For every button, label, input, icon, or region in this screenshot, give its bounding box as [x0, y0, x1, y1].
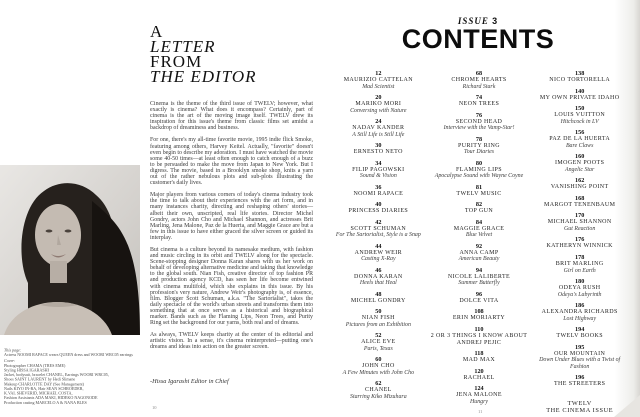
entry-subtitle: Odeya's Labyrinth	[557, 291, 602, 298]
entry-subtitle: Hitchcock in LV	[560, 118, 599, 125]
contents-columns	[328, 70, 630, 414]
entry-title: PURITY RING	[458, 142, 501, 149]
entry-page-number: 156	[575, 129, 585, 137]
contents-entry	[529, 302, 630, 322]
credit-line: Styling HISSA IGARASHI	[4, 368, 49, 373]
entry-title: ALEXANDRA RICHARDS	[541, 308, 618, 315]
contents-entry	[328, 267, 429, 287]
entry-title: MAGGIE GRACE	[453, 225, 505, 232]
contents-entry	[429, 267, 530, 287]
entry-title: PAZ DE LA HUERTA	[549, 136, 611, 143]
entry-title: NEON TREES	[458, 101, 500, 107]
entry-title: NOOMI RAPACE	[353, 190, 404, 197]
editor-signature: -Hissa Igarashi Editor in Chief	[150, 378, 229, 385]
contents-header	[320, 16, 636, 52]
entry-subtitle: Lost Highway	[563, 315, 597, 322]
entry-page-number: 84	[475, 218, 483, 226]
entry-title: MAURIZIO CATTELAN	[343, 77, 413, 83]
entry-page-number: 52	[375, 332, 382, 340]
entry-title: ERNESTO NETO	[353, 149, 403, 155]
entry-page-number: 62	[375, 380, 382, 388]
entry-subtitle: Conversing with Nature	[350, 107, 407, 114]
entry-title: 2 OR 3 THINGS I KNOW ABOUT ANDREJ PEJIC	[430, 332, 528, 346]
contents-column-1	[328, 70, 429, 414]
page-curl	[614, 395, 640, 417]
entry-page-number: 20	[375, 94, 382, 101]
entry-page-number: 160	[575, 153, 585, 161]
contents-entry	[529, 177, 630, 191]
entry-page-number: 124	[474, 385, 484, 393]
entry-title: NIAN FISH	[361, 315, 395, 322]
entry-page-number: 68	[475, 70, 483, 77]
entry-title: ALICE EVE	[361, 339, 396, 346]
contents-entry	[529, 129, 630, 149]
contents-entry	[429, 112, 530, 132]
contents-entry	[529, 236, 630, 250]
entry-subtitle: Pictures from an Exhibition	[345, 321, 411, 328]
entry-page-number: 196	[575, 373, 585, 381]
entry-page-number: 118	[474, 350, 484, 358]
entry-subtitle: Gut Reaction	[564, 225, 596, 232]
contents-entry	[328, 70, 429, 90]
portrait-illustration	[0, 165, 140, 335]
entry-page-number: 74	[475, 94, 483, 101]
entry-title: ANNA CAMP	[459, 249, 499, 256]
entry-title: MAD MAX	[462, 357, 496, 364]
entry-page-number: 50	[375, 308, 382, 316]
letter-title	[150, 24, 257, 84]
entry-page-number: 162	[575, 177, 585, 185]
contents-entry	[328, 243, 429, 263]
entry-subtitle: Angelic Star	[565, 166, 595, 173]
entry-page-number: 36	[375, 183, 382, 191]
entry-page-number: 46	[375, 266, 382, 274]
entry-subtitle: Blue Velvet	[465, 232, 493, 239]
contents-entry	[529, 212, 630, 232]
contents-entry	[328, 94, 429, 114]
entry-title: TWELV MUSIC	[456, 190, 502, 197]
contents-entry	[429, 136, 530, 156]
entry-page-number: 82	[475, 201, 483, 209]
entry-subtitle: A Few Minutes with John Cho	[342, 369, 415, 376]
entry-title: NADAV KANDER	[352, 125, 405, 131]
entry-title: TWELV BOOKS	[556, 332, 603, 339]
credit-line: Shoes SAINT LAURENT by Hedi Slimane	[4, 377, 76, 382]
credit-line: Production casting MARCELO A & NANA BLES	[4, 400, 87, 406]
entry-title: LOUIS VUITTON	[554, 112, 606, 119]
contents-entry	[429, 184, 530, 198]
entry-title: PRINCESS DIARIES	[348, 208, 409, 215]
entry-title: ODEYA RUSH	[558, 284, 601, 291]
contents-entry	[328, 219, 429, 239]
entry-subtitle: Paris, Texas	[363, 345, 393, 352]
entry-subtitle: American Beauty	[458, 256, 500, 263]
credit-line: Makeup CHARLOTTE DAY (See Management)	[4, 381, 84, 387]
contents-entry	[429, 219, 530, 239]
entry-title: FILIP PAGOWSKI	[352, 166, 405, 173]
entry-page-number: 94	[475, 266, 483, 274]
right-page-number: 11	[478, 409, 483, 414]
entry-title: MARGOT TENENBAUM	[544, 201, 616, 208]
letter-paragraph: But cinema is a culture beyond its namesake medium, with fashion and music circling in its orbit and TWELV along for the spectacle. Scene-stopping designer Donna Karan shares with us her work on behalf of developing alternative medicine and taking that knowledge to the global south. Nian Fish, creative director of top fashion PR and production agency KCD, has seen her life become entwined with cinema multifold, which she explains in this issue. By his profession's very nature, Andrew Weir's photography is, of essence, film. Blogger Scott Schuman, a.k.a. "The Sartorialist", takes the daily spectacle of the world's urban streets and transforms them into something that at once serves as a historical and biographical marker. Bands such as the Flaming Lips, Neon Trees, and Purity Ring set the background for our yarns, both real and of dreams.	[150, 246, 313, 327]
entry-subtitle: Down Under Blues with a Twist of Fashion	[539, 357, 621, 370]
letter-title-line: LETTER	[150, 37, 216, 56]
entry-subtitle: Hungry	[470, 398, 488, 405]
contents-entry	[529, 195, 630, 209]
entry-title: IMOGEN POOTS	[555, 160, 605, 167]
entry-title: BRIT MARLING	[555, 260, 604, 267]
letter-title-line: FROM	[150, 52, 203, 71]
contents-entry	[529, 278, 630, 298]
entry-page-number: 180	[575, 277, 585, 285]
left-page-number: 10	[152, 405, 157, 410]
contents-entry	[529, 344, 630, 370]
letter-paragraph: For one, there's my all-time favorite movie, 1995 indie flick Smoke, featuring among others, Harvey Keitel. Actually, "favorite" doesn't even begin to describe my adoration. I must have watched the movie some 40-50 times—at least often enough to catch enough of a buzz to be persuaded to make the move from Japan to New York. But I digress. The movie, based in a Brooklyn smoke shop, knits a yarn out of the rather nebulous plots and sub-plots illustrating the customer's daily lives.	[150, 137, 313, 187]
contents-entry	[328, 332, 429, 352]
entry-title: TOP GUN	[464, 208, 494, 215]
letter-paragraph: Cinema is the theme of the third issue of TWELV; however, what exactly is cinema? What does it encompass? Certainly, part of cinema is the art of the moving image itself. TWELV drew its inspiration for this issue's theme from classic films set amidst a backdrop of dreaminess and business.	[150, 101, 313, 132]
credit-line: Fashion Assistants ADA MAKI, HIDEKO NAGONODE	[4, 395, 98, 401]
letter-body	[150, 101, 313, 356]
credit-line: K.VAL SHEVERID, MICHAEL COSTA,	[4, 391, 73, 396]
entry-title: MICHAEL SHANNON	[547, 219, 612, 226]
contents-entry	[328, 308, 429, 328]
entry-page-number: 48	[375, 290, 382, 298]
entry-subtitle: Mad Scientist	[362, 83, 395, 90]
contents-entry	[429, 243, 530, 263]
contents-entry	[328, 201, 429, 215]
entry-title: FLAMING LIPS	[456, 166, 502, 173]
entry-title: DOLCE VITA	[459, 297, 499, 304]
contents-entry	[328, 291, 429, 305]
photo-credits	[4, 347, 143, 405]
entry-page-number: 176	[575, 236, 585, 244]
entry-page-number: 30	[375, 142, 382, 149]
entry-page-number: 120	[474, 367, 484, 375]
entry-title: SECOND HEAD	[455, 118, 503, 125]
contents-footer-line: TWELV	[567, 399, 592, 407]
contents-entry	[529, 374, 630, 388]
entry-subtitle: Richard Stark	[462, 83, 496, 90]
contents-entry	[328, 380, 429, 400]
entry-subtitle: Starring Kiko Mizuhara	[350, 393, 407, 400]
entry-title: CHANEL	[364, 387, 392, 394]
contents-entry	[429, 308, 530, 322]
entry-title: JENA MALONE	[456, 392, 502, 399]
contents-entry	[529, 88, 630, 102]
entry-page-number: 24	[375, 118, 382, 125]
contents-column-3	[529, 70, 630, 414]
entry-subtitle: Interview with the Vamp-Star!	[443, 125, 515, 132]
credit-line: This page:	[4, 348, 22, 353]
entry-subtitle: Girl on Earth	[563, 267, 596, 274]
entry-page-number: 140	[575, 87, 585, 95]
entry-title: NICOLE LALIBERTE	[447, 273, 511, 280]
entry-page-number: 108	[474, 308, 484, 316]
editor-portrait-photo	[0, 165, 140, 335]
entry-title: MARIKO MORI	[355, 101, 402, 107]
entry-page-number: 44	[375, 242, 382, 250]
contents-entry	[429, 291, 530, 305]
entry-page-number: 195	[575, 343, 585, 351]
entry-subtitle: Heels that Heal	[359, 280, 397, 287]
entry-title: NICO TORTORELLA	[549, 77, 611, 83]
contents-footer-line: THE CINEMA ISSUE	[546, 406, 614, 414]
entry-subtitle: Summer Butterfly	[458, 280, 500, 287]
entry-title: RACHAEL	[463, 374, 495, 381]
entry-title: CHROME HEARTS	[451, 77, 507, 83]
contents-entry	[429, 160, 530, 180]
letter-title-line: A	[150, 22, 164, 41]
entry-page-number: 40	[375, 201, 382, 209]
entry-page-number: 12	[375, 70, 382, 77]
letter-paragraph: Major players from various corners of today's cinema industry took the time to talk about their experiences with the art form, and in many instances charity, directing and reshaping others' stories—albeit their own, unscripted, real life stories. Director Michel Gondry, actors John Cho and Michael Shannon, and actresses Brit Marling, Jena Malone, Paz de la Huerta, and Maggie Grace are but a few in this issue to have either graced the silver screen or guided its interplay.	[150, 192, 313, 241]
credit-line: Photographer CHAMA (TRES EME)	[4, 363, 66, 369]
entry-title: MICHEL GONDRY	[350, 297, 406, 304]
entry-page-number: 76	[475, 111, 483, 119]
entry-page-number: 80	[475, 159, 483, 167]
entry-title: JOHN CHO	[361, 363, 395, 370]
entry-page-number: 60	[375, 356, 382, 364]
contents-entry	[328, 160, 429, 180]
contents-entry	[529, 105, 630, 125]
credit-line: Cover:	[4, 358, 16, 364]
contents-entry	[429, 94, 530, 108]
entry-page-number: 42	[375, 218, 382, 226]
contents-title: CONTENTS	[401, 24, 555, 54]
contents-entry	[429, 70, 530, 90]
entry-title: SCOTT SCHUMAN	[350, 225, 407, 232]
entry-page-number: 178	[575, 253, 585, 261]
entry-title: ERIN MORIARTY	[452, 315, 506, 322]
contents-entry	[328, 356, 429, 376]
entry-page-number: 92	[475, 242, 483, 250]
entry-subtitle: Sound & Vision	[359, 173, 397, 180]
contents-entry	[328, 184, 429, 198]
credit-line: Actress NOOMI RAPACE wears QUEEN dress and WOORI WRC05 earrings	[4, 352, 133, 358]
contents-entry	[529, 153, 630, 173]
entry-title: DONNA KARAN	[354, 273, 403, 280]
entry-subtitle: For The Sartorialist, Style is a Snap	[335, 232, 421, 239]
credit-line: Nails KIYO IN-BA, Hair SEAN SCHROEDER,	[4, 386, 84, 392]
issue-number: 3	[492, 16, 499, 26]
entry-title: VANISHING POINT	[550, 184, 609, 191]
contents-entry	[529, 70, 630, 84]
contents-entry	[429, 201, 530, 215]
entry-page-number: 186	[575, 301, 585, 309]
contents-entry	[328, 118, 429, 138]
entry-title: ANDREW WEIR	[354, 249, 402, 256]
entry-title: THE STREETERS	[553, 380, 606, 387]
entry-title: MY OWN PRIVATE IDAHO	[539, 94, 620, 101]
contents-entry	[429, 368, 530, 382]
contents-entry	[328, 142, 429, 156]
entry-subtitle: Casting X-Ray	[361, 256, 396, 263]
entry-page-number: 34	[375, 159, 382, 167]
entry-subtitle: Tour Diaries	[463, 149, 495, 156]
entry-subtitle: Bare Claws	[565, 142, 594, 149]
contents-column-2	[429, 70, 530, 414]
entry-page-number: 194	[575, 325, 585, 333]
entry-page-number: 138	[575, 70, 585, 77]
entry-title: OUR MOUNTAIN	[554, 350, 606, 357]
entry-subtitle: Apocalypse Sound with Wayne Coyne	[434, 173, 524, 180]
contents-entry	[429, 326, 530, 346]
issue-label: ISSUE	[457, 16, 489, 26]
entry-page-number: 168	[575, 194, 585, 202]
contents-entry	[529, 326, 630, 340]
entry-page-number: 96	[475, 290, 483, 298]
entry-page-number: 170	[575, 212, 585, 220]
letter-title-line: THE EDITOR	[150, 67, 257, 86]
entry-page-number: 78	[475, 135, 483, 143]
entry-subtitle: A Still Life is Still Life	[352, 131, 405, 138]
entry-title: KATHERYN WINNICK	[546, 243, 613, 250]
contents-entry	[429, 385, 530, 405]
credit-line: Jacket, bodysuit, bracelet CHANEL, Earrings WOORI WRC05,	[4, 372, 109, 378]
contents-entry	[429, 350, 530, 364]
entry-page-number: 150	[575, 105, 585, 113]
entry-page-number: 110	[474, 325, 484, 333]
entry-page-number: 81	[475, 183, 483, 191]
contents-entry	[529, 254, 630, 274]
letter-paragraph: As always, TWELV keeps charity at the center of its editorial and artistic vision. In a sense, it's cinema reinterpreted—putting one's dreams and ideas into action on the greater screen.	[150, 332, 313, 351]
